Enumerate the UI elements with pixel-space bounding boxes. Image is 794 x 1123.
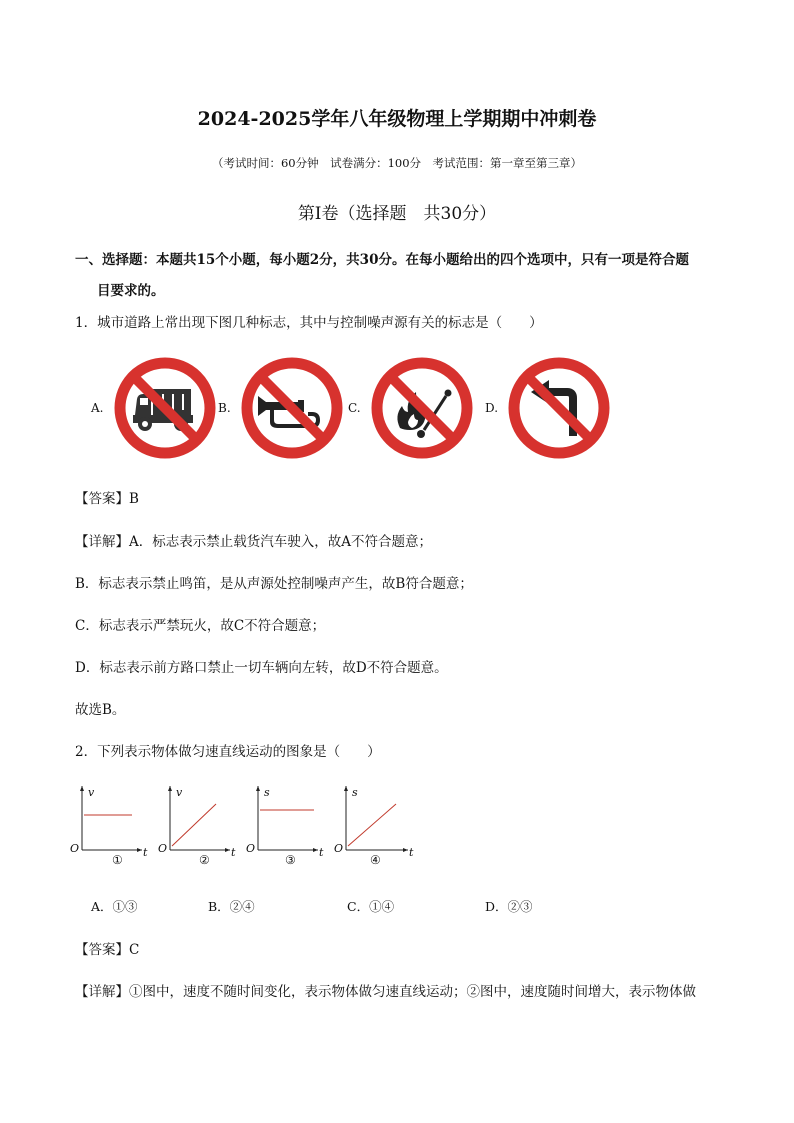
no-fire-sign-icon: [370, 356, 474, 460]
q1-detail-b: B．标志表示禁止鸣笛，是从声源处控制噪声产生，故B符合题意；: [75, 576, 473, 592]
graph-1-ylabel: v: [88, 786, 95, 799]
q1-detail-a: 【详解】A．标志表示禁止载货汽车驶入，故A不符合题意；: [75, 534, 432, 550]
q1-conclusion: 故选B。: [75, 702, 126, 718]
graph-2-origin: O: [158, 842, 168, 855]
q2-stem: 2．下列表示物体做匀速直线运动的图象是（ ）: [75, 744, 381, 760]
section-title: 第Ⅰ卷（选择题 共30分）: [297, 204, 497, 224]
graph-1-origin: O: [70, 842, 80, 855]
graph-4: [334, 782, 414, 870]
graph-3-caption: ③: [285, 853, 296, 867]
q1-stem: 1．城市道路上常出现下图几种标志，其中与控制噪声源有关的标志是（ ）: [75, 315, 543, 331]
graph-4-ylabel: s: [352, 786, 358, 799]
q2-option-a: A．①③: [91, 899, 138, 914]
q1-option-c-label: C.: [348, 401, 361, 415]
q2-detail: 【详解】①图中，速度不随时间变化，表示物体做匀速直线运动；②图中，速度随时间增大，表示物体做: [75, 984, 696, 1000]
graph-2-axes: [158, 782, 238, 870]
q1-detail-d: D．标志表示前方路口禁止一切车辆向左转，故D不符合题意。: [75, 660, 448, 676]
graph-3: [246, 782, 326, 870]
q1-detail-c: C．标志表示严禁玩火，故C不符合题意；: [75, 618, 326, 634]
graph-1-xlabel: t: [143, 846, 148, 859]
graph-4-origin: O: [334, 842, 344, 855]
no-horn-sign-icon: [240, 356, 344, 460]
graph-3-ylabel: s: [264, 786, 270, 799]
exam-subtitle: （考试时间：60分钟 试卷满分：100分 考试范围：第一章至第三章）: [211, 156, 583, 170]
no-left-turn-sign-icon: [507, 356, 611, 460]
graph-1: [70, 782, 150, 870]
graph-2-xlabel: t: [231, 846, 236, 859]
no-truck-sign-icon: [113, 356, 217, 460]
instructions-line1: 一、选择题：本题共15个小题，每小题2分，共30分。在每小题给出的四个选项中，只有一项是符合题: [75, 252, 689, 268]
graph-3-origin: O: [246, 842, 256, 855]
graph-2-caption: ②: [199, 853, 210, 867]
q1-answer: 【答案】B: [75, 491, 139, 507]
graph-1-caption: ①: [112, 853, 123, 867]
q1-option-b-label: B.: [218, 401, 231, 415]
instructions-line2: 目要求的。: [97, 283, 165, 299]
q2-answer: 【答案】C: [75, 942, 140, 958]
q1-option-a-label: A.: [91, 401, 104, 415]
graph-4-caption: ④: [370, 853, 381, 867]
q1-option-d-label: D.: [485, 401, 499, 415]
q2-option-b: B．②④: [208, 899, 255, 914]
graph-1-axes: [70, 782, 150, 870]
graph-3-xlabel: t: [319, 846, 324, 859]
q2-option-c: C．①④: [347, 899, 395, 914]
graph-4-xlabel: t: [409, 846, 414, 859]
q2-option-d: D．②③: [485, 899, 533, 914]
graph-2-ylabel: v: [176, 786, 183, 799]
exam-title: 2024-2025学年八年级物理上学期期中冲刺卷: [197, 108, 597, 130]
graph-2: [158, 782, 238, 870]
